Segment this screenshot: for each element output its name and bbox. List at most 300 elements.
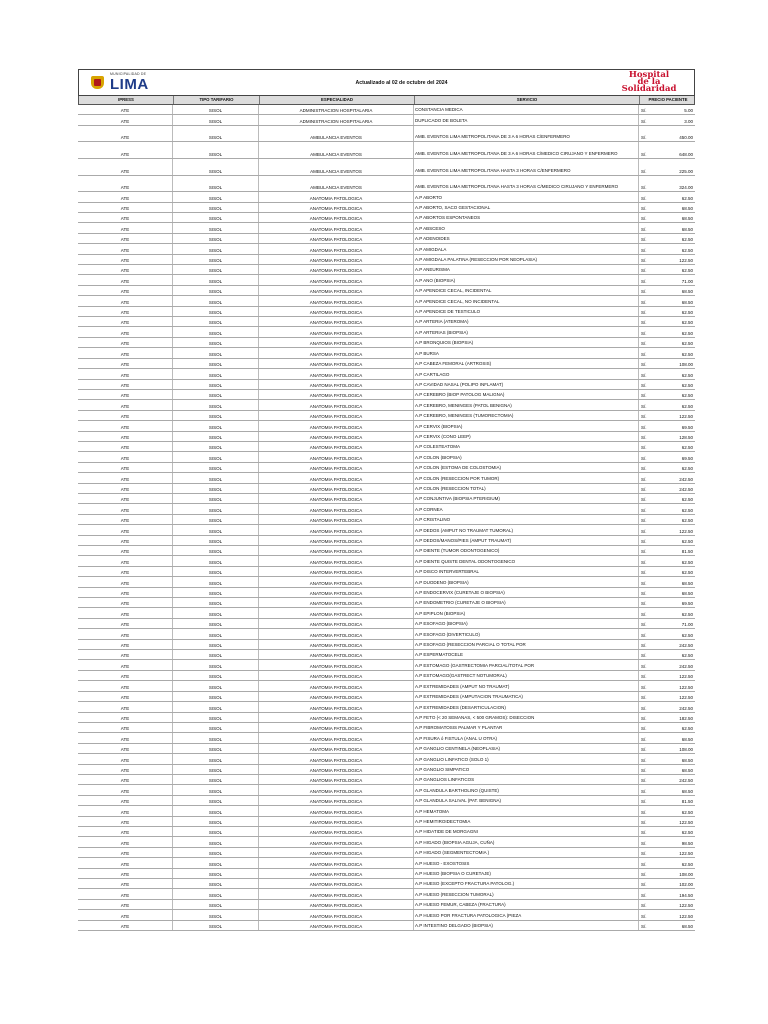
price-value: 62.50 (681, 611, 693, 617)
table-row (78, 473, 695, 483)
column-header-especialidad: ESPECIALIDAD (260, 96, 415, 104)
table-row (78, 421, 695, 431)
currency-symbol: S/. (641, 611, 647, 617)
price-value: 122.50 (679, 258, 693, 264)
cell-tipo-tarifario: SISOL (173, 213, 259, 222)
cell-tipo-tarifario: SISOL (173, 286, 259, 295)
cell-especialidad: ANATOMIA PATOLOGICA (259, 754, 414, 763)
cell-tipo-tarifario: SISOL (173, 525, 259, 534)
cell-ipress: ATE (78, 556, 173, 565)
price-value: 69.50 (681, 601, 693, 607)
cell-especialidad: ANATOMIA PATOLOGICA (259, 692, 414, 701)
table-row (78, 879, 695, 889)
cell-tipo-tarifario: SISOL (173, 796, 259, 805)
price-value: 81.50 (681, 799, 693, 805)
currency-symbol: S/. (641, 622, 647, 628)
column-header-ipress: IPRESS (79, 96, 174, 104)
cell-precio (639, 817, 695, 826)
cell-ipress: ATE (78, 921, 173, 930)
cell-especialidad: ANATOMIA PATOLOGICA (259, 869, 414, 878)
cell-especialidad: ANATOMIA PATOLOGICA (259, 817, 414, 826)
currency-symbol: S/. (641, 653, 647, 659)
table-row (78, 286, 695, 296)
cell-precio (639, 359, 695, 368)
cell-ipress: ATE (78, 837, 173, 846)
cell-precio (639, 255, 695, 264)
cell-precio (639, 785, 695, 794)
cell-ipress: ATE (78, 432, 173, 441)
price-value: 108.00 (679, 747, 693, 753)
cell-especialidad: ANATOMIA PATOLOGICA (259, 411, 414, 420)
cell-servicio: A.P EXTREMIDADES (AMPUTACION TRAUMATICA) (414, 692, 639, 701)
cell-servicio: A.P ANEURISMA (414, 265, 639, 274)
cell-ipress: ATE (78, 494, 173, 503)
cell-especialidad: ANATOMIA PATOLOGICA (259, 359, 414, 368)
cell-tipo-tarifario: SISOL (173, 296, 259, 305)
cell-servicio: A.P HEMATOMA (414, 806, 639, 815)
cell-ipress: ATE (78, 567, 173, 576)
cell-precio (639, 317, 695, 326)
currency-symbol: S/. (641, 788, 647, 794)
cell-tipo-tarifario: SISOL (173, 504, 259, 513)
table-row (78, 744, 695, 754)
table-row (78, 213, 695, 223)
cell-tipo-tarifario: SISOL (173, 515, 259, 524)
cell-tipo-tarifario: SISOL (173, 380, 259, 389)
cell-precio (639, 504, 695, 513)
table-row (78, 660, 695, 670)
update-date-title: Actualizado al 02 de octubre del 2024 (355, 79, 448, 86)
cell-tipo-tarifario: SISOL (173, 608, 259, 617)
currency-symbol: S/. (641, 601, 647, 607)
table-row (78, 827, 695, 837)
cell-ipress: ATE (78, 142, 173, 158)
currency-symbol: S/. (641, 851, 647, 857)
cell-precio (639, 400, 695, 409)
price-value: 62.50 (681, 570, 693, 576)
currency-symbol: S/. (641, 528, 647, 534)
cell-servicio: A.P CEREBRO (BIOP PATOLOG MALIGNA) (414, 390, 639, 399)
cell-tipo-tarifario: SISOL (173, 869, 259, 878)
cell-servicio: A.P HEMITIROIDECTOMIA (414, 817, 639, 826)
cell-tipo-tarifario: SISOL (173, 567, 259, 576)
table-row (78, 556, 695, 566)
price-value: 242.50 (679, 643, 693, 649)
cell-servicio: A.P GANGLIO CENTINELA (NEOPLASIA) (414, 744, 639, 753)
currency-symbol: S/. (641, 747, 647, 753)
table-row (78, 105, 695, 115)
price-value: 62.50 (681, 653, 693, 659)
cell-especialidad: ANATOMIA PATOLOGICA (259, 858, 414, 867)
cell-ipress: ATE (78, 192, 173, 201)
cell-tipo-tarifario: SISOL (173, 900, 259, 909)
cell-tipo-tarifario: SISOL (173, 546, 259, 555)
cell-tipo-tarifario: SISOL (173, 785, 259, 794)
cell-tipo-tarifario: SISOL (173, 494, 259, 503)
cell-especialidad: ANATOMIA PATOLOGICA (259, 556, 414, 565)
cell-especialidad: ANATOMIA PATOLOGICA (259, 442, 414, 451)
price-value: 122.50 (679, 528, 693, 534)
cell-precio (639, 598, 695, 607)
table-row (78, 432, 695, 442)
cell-ipress: ATE (78, 348, 173, 357)
price-sheet (78, 69, 695, 931)
cell-servicio: A.P HUESO - EXOSTOSIS (414, 858, 639, 867)
cell-tipo-tarifario: SISOL (173, 713, 259, 722)
table-row (78, 515, 695, 525)
cell-especialidad: ANATOMIA PATOLOGICA (259, 223, 414, 232)
table-row (78, 598, 695, 608)
cell-tipo-tarifario: SISOL (173, 327, 259, 336)
table-row (78, 504, 695, 514)
table-row (78, 681, 695, 691)
cell-precio (639, 525, 695, 534)
currency-symbol: S/. (641, 486, 647, 492)
cell-ipress: ATE (78, 629, 173, 638)
price-value: 62.50 (681, 310, 693, 316)
cell-tipo-tarifario: SISOL (173, 733, 259, 742)
cell-precio (639, 286, 695, 295)
cell-servicio: A.P EPIPLON (BIOPSIA) (414, 608, 639, 617)
cell-servicio: A.P APENDICE CECAL, NO INCIDENTAL (414, 296, 639, 305)
logo-small-text: MUNICIPALIDAD DE (110, 72, 147, 77)
cell-servicio: A.P COLON (ESTOMA DE COLOSTOMIA) (414, 463, 639, 472)
table-row (78, 296, 695, 306)
currency-symbol: S/. (641, 135, 647, 141)
price-value: 81.50 (681, 549, 693, 555)
cell-tipo-tarifario: SISOL (173, 827, 259, 836)
cell-especialidad: ANATOMIA PATOLOGICA (259, 785, 414, 794)
cell-precio (639, 837, 695, 846)
cell-especialidad: AMBULANCIA EVENTOS (259, 126, 414, 142)
cell-ipress: ATE (78, 380, 173, 389)
cell-servicio: A.P HUESO (RESECCION TUMORAL) (414, 889, 639, 898)
price-value: 128.50 (679, 434, 693, 440)
cell-especialidad: ANATOMIA PATOLOGICA (259, 619, 414, 628)
table-row (78, 588, 695, 598)
cell-precio (639, 203, 695, 212)
cell-precio (639, 879, 695, 888)
cell-precio (639, 244, 695, 253)
cell-ipress: ATE (78, 796, 173, 805)
cell-ipress: ATE (78, 234, 173, 243)
cell-servicio: A.P ANO (BIOPSIA) (414, 275, 639, 284)
price-value: 62.50 (681, 632, 693, 638)
cell-servicio: A.P INTESTINO DELGADO (BIOPSIA) (414, 921, 639, 930)
cell-tipo-tarifario: SISOL (173, 159, 259, 175)
table-body (78, 105, 695, 931)
price-value: 62.50 (681, 330, 693, 336)
price-value: 122.50 (679, 913, 693, 919)
cell-servicio: A.P CARTILAGO (414, 369, 639, 378)
cell-tipo-tarifario: SISOL (173, 223, 259, 232)
column-header-row (78, 96, 695, 105)
currency-symbol: S/. (641, 424, 647, 430)
currency-symbol: S/. (641, 924, 647, 930)
cell-precio (639, 484, 695, 493)
cell-servicio: AMB. EVENTOS LIMA METROPOLITANA HASTA 3 HORAS C/MEDICO CIRUJANO Y ENFERMERO (414, 176, 639, 192)
cell-servicio: A.P FIBROMATOSIS PALMAR Y PLANTAR (414, 723, 639, 732)
price-value: 225.00 (679, 168, 693, 174)
cell-especialidad: ANATOMIA PATOLOGICA (259, 452, 414, 461)
price-value: 68.50 (681, 299, 693, 305)
cell-servicio: A.P ESTOMAGO (GASTRECTOMIA PARCIAL/TOTAL POR (414, 660, 639, 669)
price-value: 62.50 (681, 237, 693, 243)
currency-symbol: S/. (641, 362, 647, 368)
cell-tipo-tarifario: SISOL (173, 650, 259, 659)
currency-symbol: S/. (641, 455, 647, 461)
cell-especialidad: ANATOMIA PATOLOGICA (259, 348, 414, 357)
cell-ipress: ATE (78, 338, 173, 347)
price-value: 98.50 (681, 840, 693, 846)
table-row (78, 900, 695, 910)
cell-servicio: A.P CERVIX (CONO LEEP) (414, 432, 639, 441)
price-value: 69.50 (681, 424, 693, 430)
cell-ipress: ATE (78, 723, 173, 732)
table-row (78, 463, 695, 473)
currency-symbol: S/. (641, 913, 647, 919)
cell-ipress: ATE (78, 900, 173, 909)
cell-precio (639, 463, 695, 472)
cell-precio (639, 494, 695, 503)
cell-precio (639, 858, 695, 867)
cell-servicio: A.P AMIGDALA (414, 244, 639, 253)
cell-especialidad: ANATOMIA PATOLOGICA (259, 567, 414, 576)
cell-tipo-tarifario: SISOL (173, 837, 259, 846)
price-value: 122.50 (679, 903, 693, 909)
cell-servicio: A.P ABORTOS ESPONTANEOS (414, 213, 639, 222)
cell-ipress: ATE (78, 848, 173, 857)
cell-tipo-tarifario: SISOL (173, 244, 259, 253)
table-row (78, 234, 695, 244)
price-value: 62.50 (681, 507, 693, 513)
cell-ipress: ATE (78, 546, 173, 555)
table-row (78, 494, 695, 504)
cell-precio (639, 660, 695, 669)
cell-ipress: ATE (78, 869, 173, 878)
cell-precio (639, 115, 695, 124)
cell-precio (639, 567, 695, 576)
hospital-logo-line: Solidaridad (621, 84, 677, 95)
cell-tipo-tarifario: SISOL (173, 848, 259, 857)
cell-ipress: ATE (78, 115, 173, 124)
table-row (78, 223, 695, 233)
cell-precio (639, 223, 695, 232)
currency-symbol: S/. (641, 872, 647, 877)
cell-especialidad: AMBULANCIA EVENTOS (259, 142, 414, 158)
cell-servicio: A.P HIDATIDE DE MORGAGNI (414, 827, 639, 836)
cell-especialidad: ANATOMIA PATOLOGICA (259, 203, 414, 212)
currency-symbol: S/. (641, 903, 647, 909)
cell-tipo-tarifario: SISOL (173, 265, 259, 274)
price-value: 242.50 (679, 705, 693, 711)
table-row (78, 546, 695, 556)
cell-servicio: A.P CONJUNTIVA (BIOPSIA PTERIGIUM) (414, 494, 639, 503)
cell-tipo-tarifario: SISOL (173, 105, 259, 114)
cell-precio (639, 390, 695, 399)
cell-ipress: ATE (78, 744, 173, 753)
cell-precio (639, 442, 695, 451)
price-value: 62.50 (681, 466, 693, 472)
cell-servicio: A.P DUODENO (BIOPSIA) (414, 577, 639, 586)
cell-ipress: ATE (78, 244, 173, 253)
price-value: 62.50 (681, 393, 693, 399)
cell-especialidad: ANATOMIA PATOLOGICA (259, 286, 414, 295)
cell-servicio: A.P DIENTE (TUMOR ODONTOGENICO) (414, 546, 639, 555)
price-value: 108.00 (679, 872, 693, 877)
cell-precio (639, 126, 695, 142)
table-row (78, 265, 695, 275)
cell-ipress: ATE (78, 910, 173, 919)
price-value: 62.50 (681, 497, 693, 503)
cell-ipress: ATE (78, 159, 173, 175)
table-row (78, 176, 695, 193)
cell-servicio: AMB. EVENTOS LIMA METROPOLITANA DE 3 A 6 HORAS C/MEDICO CIRUJANO Y ENFERMERO (414, 142, 639, 158)
table-row (78, 889, 695, 899)
cell-ipress: ATE (78, 650, 173, 659)
price-value: 68.50 (681, 206, 693, 211)
cell-ipress: ATE (78, 536, 173, 545)
cell-precio (639, 650, 695, 659)
cell-especialidad: ANATOMIA PATOLOGICA (259, 806, 414, 815)
cell-servicio: A.P COLON (RESECCION TOTAL) (414, 484, 639, 493)
currency-symbol: S/. (641, 258, 647, 264)
cell-servicio: A.P CEREBRO, MENINGES (PATOL BENIGNA) (414, 400, 639, 409)
cell-especialidad: ANATOMIA PATOLOGICA (259, 213, 414, 222)
cell-servicio: A.P HIGADO (BIOPSIA AGUJA, CUÑA) (414, 837, 639, 846)
price-value: 450.00 (679, 135, 693, 141)
cell-especialidad: ANATOMIA PATOLOGICA (259, 723, 414, 732)
cell-especialidad: ANATOMIA PATOLOGICA (259, 660, 414, 669)
table-row (78, 452, 695, 462)
cell-especialidad: ANATOMIA PATOLOGICA (259, 307, 414, 316)
cell-ipress: ATE (78, 275, 173, 284)
cell-servicio: A.P GLANDULA BARTHOLINO (QUISTE) (414, 785, 639, 794)
cell-precio (639, 421, 695, 430)
price-value: 122.50 (679, 695, 693, 701)
cell-precio (639, 900, 695, 909)
cell-precio (639, 806, 695, 815)
cell-especialidad: ANATOMIA PATOLOGICA (259, 608, 414, 617)
currency-symbol: S/. (641, 351, 647, 357)
cell-ipress: ATE (78, 286, 173, 295)
cell-ipress: ATE (78, 879, 173, 888)
cell-precio (639, 629, 695, 638)
cell-tipo-tarifario: SISOL (173, 671, 259, 680)
cell-especialidad: ANATOMIA PATOLOGICA (259, 275, 414, 284)
price-value: 182.50 (679, 715, 693, 721)
currency-symbol: S/. (641, 799, 647, 805)
currency-symbol: S/. (641, 549, 647, 555)
cell-servicio: A.P GANGLIOS LINFATICOS (414, 775, 639, 784)
cell-precio (639, 380, 695, 389)
cell-especialidad: ANATOMIA PATOLOGICA (259, 369, 414, 378)
cell-precio (639, 369, 695, 378)
cell-servicio: A.P HUESO POR FRACTURA PATOLOGICA (PIEZA (414, 910, 639, 919)
table-row (78, 159, 695, 176)
cell-servicio: A.P GANGLIO SIMPATICO (414, 765, 639, 774)
table-row (78, 702, 695, 712)
cell-especialidad: ANATOMIA PATOLOGICA (259, 400, 414, 409)
cell-ipress: ATE (78, 785, 173, 794)
cell-servicio: A.P BRONQUIOS (BIOPSIA) (414, 338, 639, 347)
cell-especialidad: ANATOMIA PATOLOGICA (259, 515, 414, 524)
cell-servicio: A.P ABORTO, SACO GESTACIONAL (414, 203, 639, 212)
table-row (78, 733, 695, 743)
cell-precio (639, 515, 695, 524)
cell-ipress: ATE (78, 608, 173, 617)
cell-servicio: A.P APENDICE CECAL, INCIDENTAL (414, 286, 639, 295)
cell-especialidad: ANATOMIA PATOLOGICA (259, 702, 414, 711)
price-value: 68.50 (681, 924, 693, 930)
cell-precio (639, 910, 695, 919)
cell-especialidad: ADMINISTRACION HOSPITALARIA (259, 105, 414, 114)
currency-symbol: S/. (641, 382, 647, 388)
table-row (78, 317, 695, 327)
cell-tipo-tarifario: SISOL (173, 806, 259, 815)
cell-servicio: A.P APENDICE DE TESTICULO (414, 307, 639, 316)
table-row (78, 525, 695, 535)
currency-symbol: S/. (641, 403, 647, 409)
cell-tipo-tarifario: SISOL (173, 484, 259, 493)
price-value: 122.50 (679, 851, 693, 857)
cell-ipress: ATE (78, 359, 173, 368)
price-value: 62.50 (681, 341, 693, 347)
cell-especialidad: ANATOMIA PATOLOGICA (259, 681, 414, 690)
cell-precio (639, 848, 695, 857)
cell-ipress: ATE (78, 733, 173, 742)
cell-especialidad: ANATOMIA PATOLOGICA (259, 775, 414, 784)
cell-precio (639, 608, 695, 617)
cell-ipress: ATE (78, 754, 173, 763)
cell-especialidad: ANATOMIA PATOLOGICA (259, 837, 414, 846)
currency-symbol: S/. (641, 372, 647, 378)
cell-precio (639, 744, 695, 753)
cell-ipress: ATE (78, 442, 173, 451)
cell-ipress: ATE (78, 765, 173, 774)
cell-tipo-tarifario: SISOL (173, 889, 259, 898)
cell-precio (639, 775, 695, 784)
cell-ipress: ATE (78, 126, 173, 142)
cell-precio (639, 546, 695, 555)
cell-precio (639, 275, 695, 284)
currency-symbol: S/. (641, 185, 647, 191)
currency-symbol: S/. (641, 840, 647, 846)
cell-precio (639, 681, 695, 690)
cell-tipo-tarifario: SISOL (173, 723, 259, 732)
cell-especialidad: ANATOMIA PATOLOGICA (259, 338, 414, 347)
cell-ipress: ATE (78, 255, 173, 264)
table-row (78, 255, 695, 265)
table-row (78, 869, 695, 879)
cell-ipress: ATE (78, 713, 173, 722)
municipalidad-logo (79, 73, 199, 92)
cell-especialidad: ANATOMIA PATOLOGICA (259, 463, 414, 472)
cell-ipress: ATE (78, 681, 173, 690)
currency-symbol: S/. (641, 118, 647, 124)
cell-precio (639, 452, 695, 461)
cell-tipo-tarifario: SISOL (173, 348, 259, 357)
table-row (78, 126, 695, 143)
cell-precio (639, 327, 695, 336)
currency-symbol: S/. (641, 632, 647, 638)
column-header-servicio: SERVICIO (415, 96, 640, 104)
cell-ipress: ATE (78, 307, 173, 316)
currency-symbol: S/. (641, 466, 647, 472)
table-row (78, 671, 695, 681)
price-value: 69.50 (681, 455, 693, 461)
cell-ipress: ATE (78, 806, 173, 815)
